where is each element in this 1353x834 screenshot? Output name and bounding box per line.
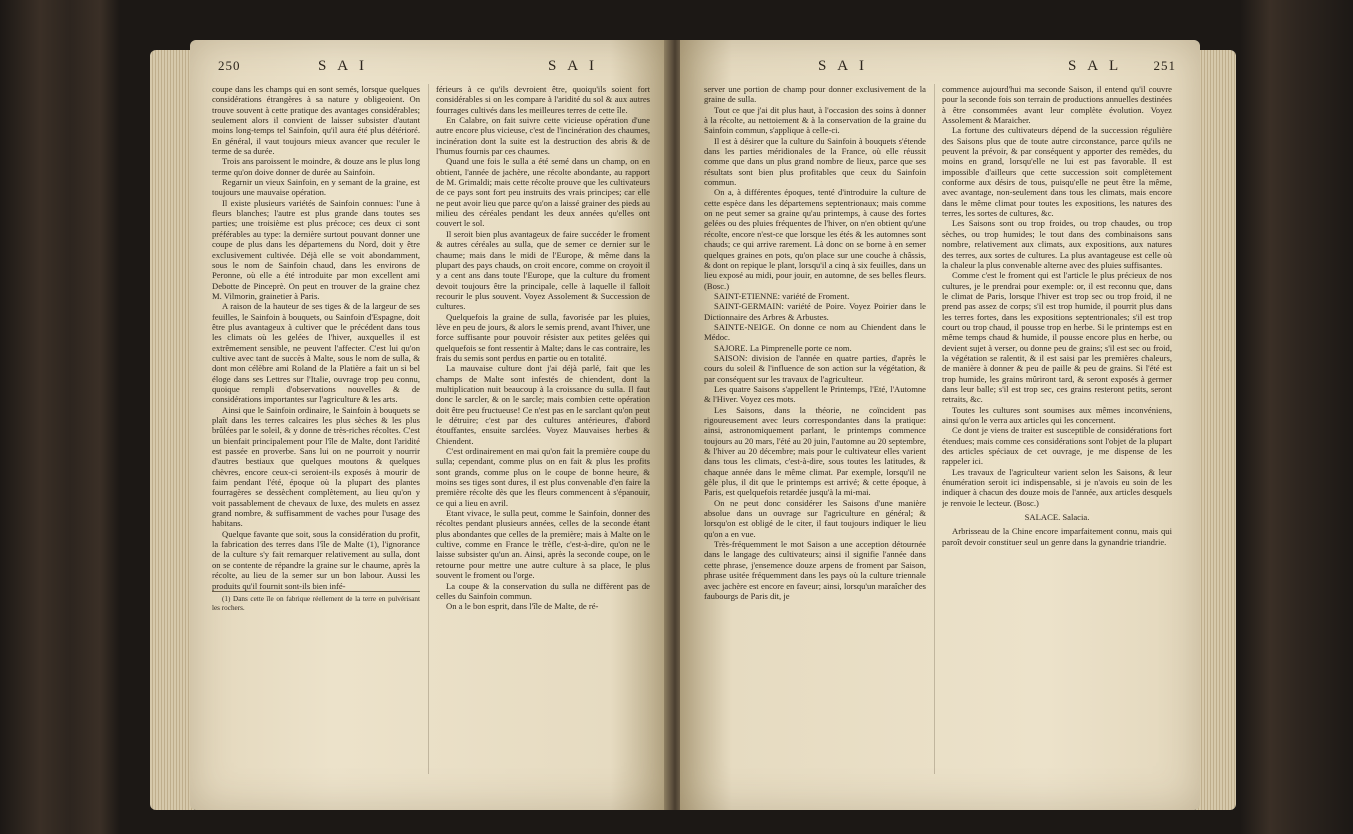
entry: SAINT-ETIENNE: variété de Froment.: [714, 290, 850, 301]
left-page-edges: [150, 50, 194, 810]
running-head-right-b: S A L: [1068, 58, 1123, 74]
right-page-header: [708, 58, 1176, 80]
paragraph: Trois ans paroissent le moindre, & douze ans le plus long terme qu'on doive donner de durée au Sainfoin.: [212, 156, 420, 177]
left-page: [190, 40, 668, 810]
paragraph: Les Saisons, dans la théorie, ne coïncident pas rigoureusement avec leurs correspondantes dans la pratique: ainsi, astronomiquement parlant, le printemps commence toujours au 20 mars, l'été au 20 juin, l'automne au 20 septembre, & l'hiver au 20 décembre; mais pour le cultivateur elles varient dans tous les climats, c'est-à-dire, sous toutes les latitudes, & chaque année dans le même climat. Par exemple, lorsqu'il ne gèle plus, il dit que le printemps est arrivé; & cette époque, à Paris, est quelquefois retardée jusqu'à la mi-mai.: [704, 404, 926, 498]
paragraph: férieurs à ce qu'ils devroient être, quoiqu'ils soient fort considérables si on les compare à l'aridité du sol & aux autres fourrages cultivés dans les meilleures terres de cette île.: [436, 84, 650, 115]
running-head-left-a: S A I: [318, 58, 369, 74]
paragraph: C'est ordinairement en mai qu'on fait la première coupe du sulla; cependant, comme plus on en fait & plus les profits sont grands, comme plus on le coupe de bonne heure, & moins ses tiges sont dures, il est plus convenable d'en faire la première récolte dès que les fleurs commencent à s'épanouir, ce qui a lieu en avril.: [436, 446, 650, 508]
page-number-left: 250: [218, 58, 241, 73]
entry: SAISON: division de l'année en quatre parties, d'après le cours du soleil & l'influence de son action sur la végétation, & par conséquent sur les travaux de l'agriculteur.: [704, 352, 926, 384]
paragraph: Très-fréquemment le mot Saison a une acception détournée dans le langage des cultivateurs; ainsi il signifie l'année dans cette phrase, j'ensemence douze arpens de froment par Saison, phrase usitée fréquemment dans les pays où la culture triennale avec jachère est encore en faveur; ainsi, lorsqu'un maraîcher des faubourgs de Paris dit, je: [704, 539, 926, 601]
right-page: [680, 40, 1200, 810]
left-page-column-2: [436, 84, 650, 784]
paragraph: Ce dont je viens de traiter est susceptible de considérations fort étendues; mais comme ces considérations sont l'objet de la plupart des articles spéciaux de cet ouvrage, je me dispense de les rappeler ici.: [942, 425, 1172, 467]
paragraph: Etant vivace, le sulla peut, comme le Sainfoin, donner des récoltes pendant plusieurs années, celles de la seconde étant plus abondantes que celles de la première; mais à Malte on le cultive, comme en France le trèfle, c'est-à-dire, qu'on ne le laisse subsister qu'un an. Ainsi, après la seconde coupe, on le retourne pour mettre une autre culture à sa place, le plus souvent le froment ou l'orge.: [436, 508, 650, 581]
paragraph: Il seroit bien plus avantageux de faire succéder le froment & autres céréales au sulla, que de semer ce dernier sur le chaume; mais dans le midi de l'Europe, & même dans la plupart des pays chauds, on croit encore, comme on croyoit il y a cent ans dans toute l'Europe, que la culture du froment devoit toujours être la principale, celle à laquelle il falloit recourir le plus souvent. Voyez Assolement & Succession de cultures.: [436, 228, 650, 312]
paragraph: Les travaux de l'agriculteur varient selon les Saisons, & leur énumération seroit ici indispensable, si je n'avois eu soin de les indiquer à chacun des douze mois de l'année, aux articles desquels je renvoie le lecteur. (Bosc.): [942, 466, 1172, 508]
paragraph: Regarnir un vieux Sainfoin, en y semant de la graine, est toujours une mauvaise opération.: [212, 177, 420, 198]
paragraph: commence aujourd'hui ma seconde Saison, il entend qu'il couvre pour la seconde fois son terrain de productions annuelles destinées à être consommées avant leur complète évolution. Voyez Assolement & Maraicher.: [942, 84, 1172, 126]
paragraph: On ne peut donc considérer les Saisons d'une manière absolue dans un ouvrage sur l'agriculture en général; & lorsqu'on est obligé de le citer, il faut toujours indiquer le lieu qu'on a en vue.: [704, 497, 926, 539]
column-separator: [934, 84, 935, 774]
left-page-header: [218, 58, 644, 80]
paragraph: A raison de la hauteur de ses tiges & de la largeur de ses feuilles, le Sainfoin à bouquets, ou Sainfoin d'Espagne, doit être plus avantageux à cultiver que le précédent dans tous les climats où les gelées de l'hiver, auxquelles il est extrêmement sensible, ne peuvent l'affecter. C'est lui qu'on cultive avec tant de succès à Malte, sous le nom de sulla, & dont mon célèbre ami Roland de la Platière a fait un si bel éloge dans ses Lettres sur l'Italie, ouvrage trop peu connu, quoique rempli d'observations nouvelles & de considérations importantes sur l'agriculture & les arts.: [212, 301, 420, 405]
paragraph: Les Saisons sont ou trop froides, ou trop chaudes, ou trop sèches, ou trop humides; le tout dans des combinaisons sans nombre, relativement aux climats, aux expositions, aux natures des terres, aux sortes de cultures. La plus avantageuse est celle où la chaleur la plus convenable alterne avec des pluies suffisantes.: [942, 218, 1172, 270]
running-head-right-a: S A I: [818, 58, 869, 74]
running-head-left-b: S A I: [548, 58, 599, 74]
paragraph: On a le bon esprit, dans l'île de Malte, de ré-: [446, 601, 599, 612]
paragraph: Quelque favante que soit, sous la considération du profit, la fabrication des terres dans l'île de Malte (1), l'ignorance de la culture s'y fait remarquer relativement au sulla, dont on se contente de répandre la graine sur le chaume, après la récolte, au lieu de la semer sur un bon labour. Aussi les produits qu'il fournit sont-ils bien infé-: [212, 528, 420, 591]
paragraph: La mauvaise culture dont j'ai déjà parlé, fait que les champs de Malte sont infestés de chiendent, dont la multiplication nuit beaucoup à la croissance du sulla. Il faut donc le sarcler, & on le sarcle; mais combien cette opération doit être peu fructueuse! Ce n'est pas en le sarclant qu'on peut le détruire; c'est par des cultures antérieures, d'abord étouffantes, ensuite sarclées. Voyez Mauvaises herbes & Chiendent.: [436, 363, 650, 446]
paragraph: Tout ce que j'ai dit plus haut, à l'occasion des soins à donner à la récolte, au nettoiement & à la conservation de la graine du Sainfoin commun, s'applique à celle-ci.: [704, 104, 926, 136]
column-separator: [428, 84, 429, 774]
paragraph: En Calabre, on fait suivre cette vicieuse opération d'une autre encore plus vicieuse, c'est de l'incinération des chaumes, incinération dont la suite est la destruction des abris & de l'humus fournis par ces chaumes.: [436, 115, 650, 157]
paragraph: Quelquefois la graine de sulla, favorisée par les pluies, lève en peu de jours, & alors le semis prend, avant l'hiver, une force suffisante pour pouvoir résister aux petites gelées qui quelquefois se font ressentir à Malte; dans le cas contraire, les frais du semis sont perdus en partie ou en totalité.: [436, 311, 650, 363]
page-number-right: 251: [1153, 58, 1176, 73]
entry: SAINT-GERMAIN: variété de Poire. Voyez Poirier dans le Dictionnaire des Arbres & Arbustes.: [704, 301, 926, 322]
entry: SAINTE-NEIGE. On donne ce nom au Chiendent dans le Médoc.: [704, 321, 926, 343]
paragraph: coupe dans les champs qui en sont semés, lorsque quelques considérations étrangères à sa nature y obligeoient. On trouve souvent à cette pratique des avantages considérables; seulement alors il convient de laisser subsister d'autant moins long-temps tel Sainfoin, qu'il aura été plus détérioré. En général, il vaut toujours mieux avancer que reculer le terme de sa durée.: [212, 84, 420, 157]
footnote: (1) Dans cette île on fabrique réellement de la terre en pulvérisant les rochers.: [212, 591, 420, 613]
left-page-column-1: [212, 84, 420, 784]
paragraph: Les quatre Saisons s'appellent le Printemps, l'Eté, l'Automne & l'Hiver. Voyez ces mots.: [704, 383, 926, 405]
right-page-edges: [1196, 50, 1236, 810]
paragraph: Il est à désirer que la culture du Sainfoin à bouquets s'étende dans les parties méridionales de la France, où elle réussit comme que dans un plus grand nombre de lieux, parce que ses résultats sont bien plus profitables que ceux du Sainfoin commun.: [704, 135, 926, 188]
paragraph: La coupe & la conservation du sulla ne diffèrent pas de celles du Sainfoin commun.: [436, 580, 650, 601]
paragraph: Quand une fois le sulla a été semé dans un champ, on en obtient, l'année de jachère, une récolte abondante, au rapport de M. Grimaldi; mais cette récolte prouve que les cultivateurs de ce pays sont fort peu instruits des vrais principes; car elle ne peut avoir lieu que parce qu'on a laissé grainer des pieds au milieu des céréales pendant les deux années qu'elles ont couvert le sol.: [436, 156, 650, 229]
paragraph: server une portion de champ pour donner exclusivement de la graine de sulla.: [704, 84, 926, 105]
entry-heading: SALACE. Salacia.: [1024, 512, 1090, 523]
paragraph: Arbrisseau de la Chine encore imparfaitement connu, mais qui paroît devoir constituer seul un genre dans la gynandrie triandrie.: [942, 526, 1172, 547]
paragraph: Comme c'est le froment qui est l'article le plus précieux de nos cultures, je le prendrai pour exemple: or, il est reconnu que, dans le climat de Paris, lorsque l'hiver est trop sec ou trop froid, il ne prend pas assez de corps; s'il est trop humide, il pourrit plus dans les terres fortes, dans les expositions septentrionales; s'il est trop court ou trop chaud, il pousse trop en herbe. Si le printemps est en même temps chaud & humide, il pousse encore plus en herbe, ou devient sujet à verser, ou donne peu de grains; s'il est sec ou froid, la végétation se ralentit, & il est saisi par les premières chaleurs, de manière à donner & peu de paille & peu de grains. Si l'été est trop humide, les grains mûriront tard, & seront exposés à germer dans leur balle; s'il est trop sec, ces grains resteront petits, seront retraits, &c.: [942, 270, 1172, 405]
right-page-column-1: [704, 84, 926, 784]
paragraph: Ainsi que le Sainfoin ordinaire, le Sainfoin à bouquets se plaît dans les terres calcaires les plus sèches & les plus brûlées par le soleil, & y donne de très-riches récoltes. C'est un bienfait principalement pour l'île de Malte, dont l'aridité est passée en proverbe. Sans lui on ne pourroit y nourrir d'autres bestiaux que quelques moutons & quelques chèvres, encore ceux-ci seroient-ils exposés à mourir de faim pendant l'été, époque où la plupart des plantes fourragères se dessèchent complètement, au lieu qu'on y voit passablement de chevaux de luxe, des mulets en assez grand nombre, & suffisamment de vaches pour l'usage des habitans.: [212, 404, 420, 529]
paragraph: Il existe plusieurs variétés de Sainfoin connues: l'une à fleurs blanches; l'autre est plus grande dans toutes ses parties; une troisième est plus précoce; ces deux ci sont préférables au type: la dernière surtout pouvant donner une coupe de plus dans les départemens du Nord, doit y être exclusivement cultivée. Déjà elle se voit abondamment, sous le nom de Sainfoin chaud, dans les environs de Peronne, où elle a été introduite par mon excellent ami Debotte de Pinceprè. On peut en trouver de la graine chez M. Vilmorin, grainetier à Paris.: [212, 197, 420, 301]
paragraph: La fortune des cultivateurs dépend de la succession régulière des Saisons plus que de toute autre circonstance, parce qu'ils ne peuvent la prévoir, & par conséquent y apporter des remèdes, du moins en grand, lorsqu'elle ne lui est pas favorable. Il est impossible d'ailleurs que cette succession soit complètement conforme aux désirs de tous, puisqu'elle ne peut être la même, avec avantage, non-seulement dans tous les climats, mais encore dans le même climat pour toutes les expositions, les natures des terres, les sortes de cultures, &c.: [942, 125, 1172, 219]
paragraph: On a, à différentes époques, tenté d'introduire la culture de cette espèce dans les départemens septentrionaux; mais comme on ne peut semer sa graine qu'au printemps, à cause des fortes gelées ou des pluies fréquentes de l'hiver, on n'en obtient qu'une récolte, encore n'est-ce que lorsque les étés & les automnes sont chauds; ce qui arrive rarement. Là donc on se borne à en semer quelques graines en pots, qu'on place sur une couche à châssis, & dont on repique le plant, lorsqu'il a cinq à six feuilles, dans un lieu exposé au midi, pour jouir, en automne, de ses belles fleurs. (Bosc.): [704, 187, 926, 291]
right-page-column-2: [942, 84, 1172, 784]
entry: SAJORE. La Pimprenelle porte ce nom.: [714, 342, 852, 353]
paragraph: Toutes les cultures sont soumises aux mêmes inconvéniens, ainsi qu'on le verra aux articles qui les concernent.: [942, 404, 1172, 425]
